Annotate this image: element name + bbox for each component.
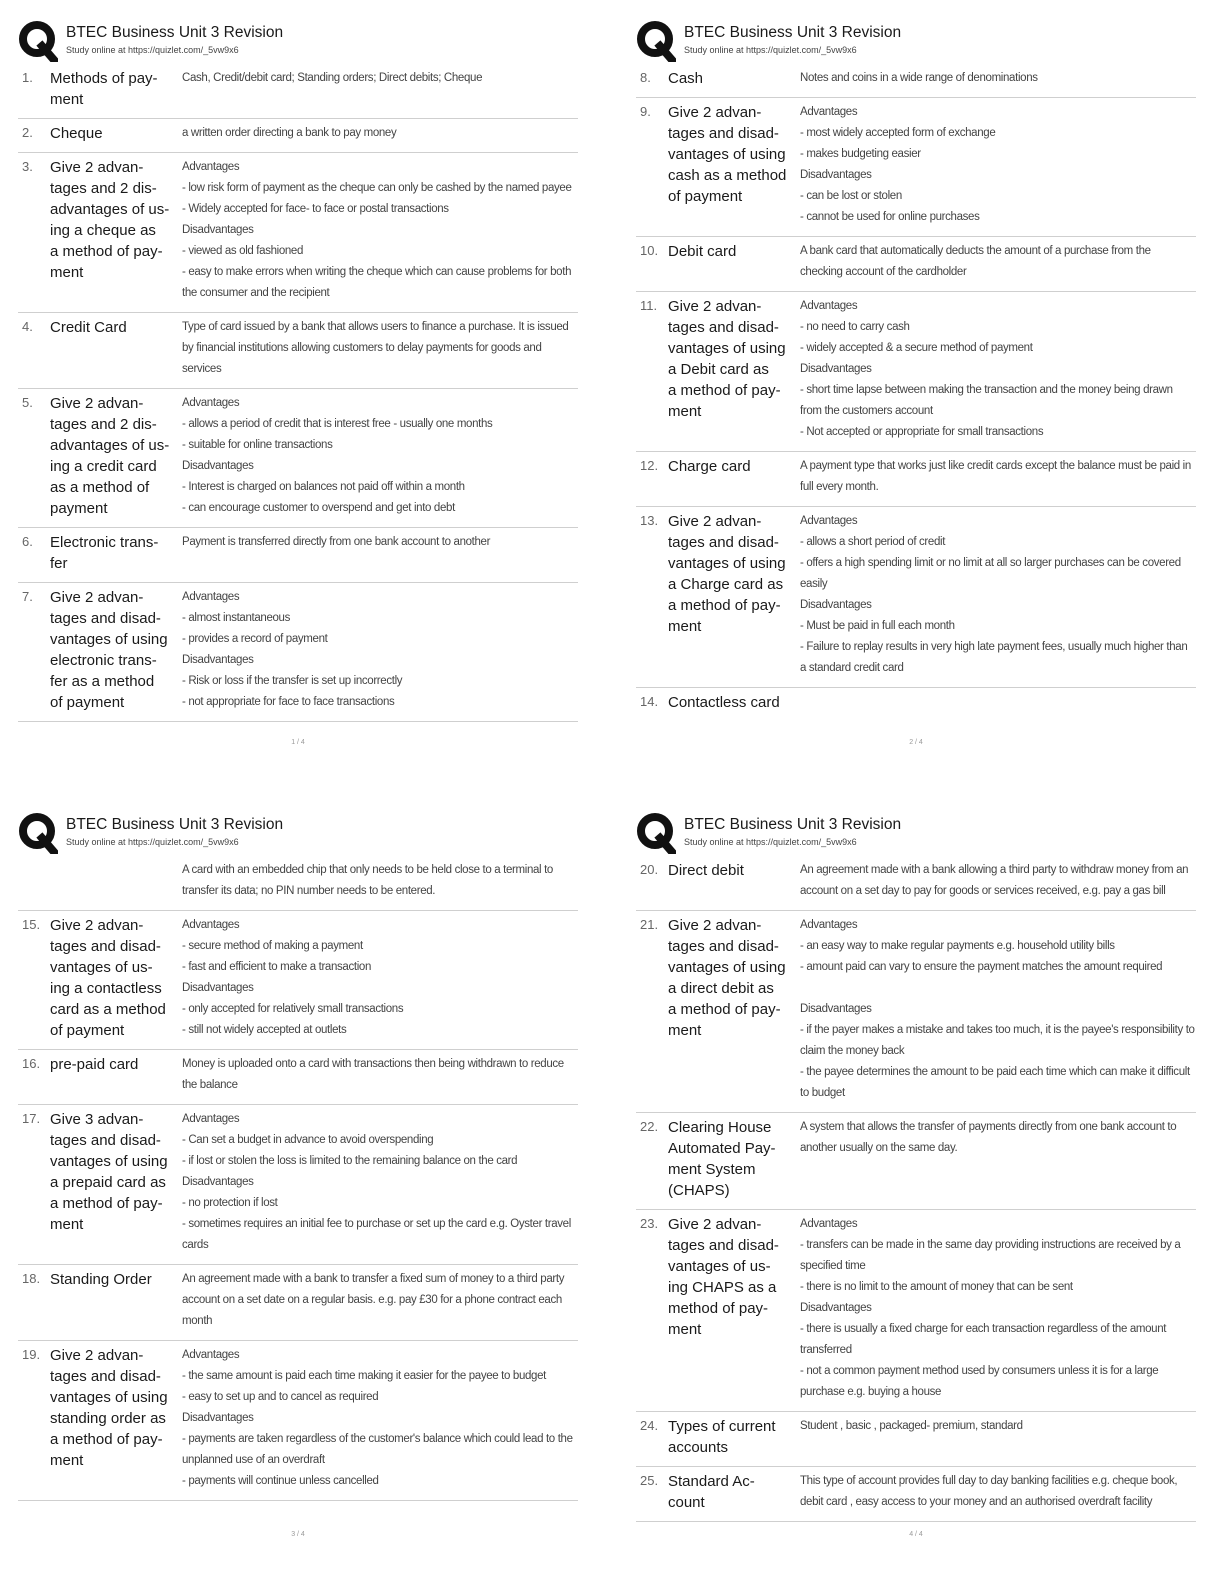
flashcard-page-4	[636, 804, 1196, 1574]
study-online-link[interactable]: Study online at https://quizlet.com/_5vw9x6	[66, 837, 239, 847]
card-number: 17.	[22, 1111, 41, 1126]
card-definition: Advantages - the same amount is paid each time making it easier for the payee to budget - easy to set up and to cancel as required Disadvantages - payments are taken regardless of the customer's balance which could lead to the unplanned use of an overdraft - payments will continue unless cancelled	[182, 1349, 573, 1487]
flashcard-page-2	[636, 12, 1196, 782]
card-term: Give 2 advan- tages and disad- vantages of using a direct debit as a method of pay- ment	[668, 917, 786, 1039]
card-definition: Advantages - almost instantaneous - provides a record of payment Disadvantages - Risk or loss if the transfer is set up incorrectly - not appropriate for face to face transactions	[182, 591, 403, 708]
card-term: Contactless card	[668, 694, 780, 711]
page-header	[636, 12, 1196, 64]
card-number: 19.	[22, 1347, 41, 1362]
card-number: 10.	[640, 243, 659, 258]
page-header	[636, 804, 1196, 856]
card-definition	[800, 692, 1196, 713]
card-number: 15.	[22, 917, 41, 932]
card-definition: Student , basic , packaged- premium, standard	[800, 1420, 1023, 1432]
card-number: 2.	[22, 125, 33, 140]
page-title: BTEC Business Unit 3 Revision	[66, 816, 284, 833]
card-definition: Advantages - low risk form of payment as the cheque can only be cashed by the named payee - Widely accepted for face- to face or postal transactions Disadvantages - viewed as old fashioned - easy to make errors when writing the cheque which can cause problems for both the consumer and the recipient	[182, 161, 572, 299]
card-definition: Advantages - allows a period of credit that is interest free - usually one months - suitable for online transactions Disadvantages - Interest is charged on balances not paid off within a month - can encourage customer to overspend and get into debt	[182, 397, 493, 514]
flashcard-row	[636, 856, 1196, 911]
card-number: 13.	[640, 513, 659, 528]
card-term	[50, 860, 182, 902]
flashcard-row	[636, 292, 1196, 452]
card-definition: Money is uploaded onto a card with transactions then being withdrawn to reduce the balance	[182, 1058, 564, 1091]
card-definition: An agreement made with a bank to transfer a fixed sum of money to a third party account on a set date on a regular basis. e.g. pay £30 for a phone contract each month	[182, 1273, 565, 1327]
card-number: 5.	[22, 395, 33, 410]
card-number: 20.	[640, 862, 659, 877]
card-term: Give 2 advan- tages and 2 dis- advantages of us- ing a cheque as a method of pay- ment	[50, 159, 170, 281]
flashcard-row	[18, 528, 578, 583]
card-definition: Advantages - Can set a budget in advance to avoid overspending - if lost or stolen the loss is limited to the remaining balance on the card Disadvantages - no protection if lost - sometimes requires an initial fee to purchase or set up the card e.g. Oyster travel cards	[182, 1113, 571, 1251]
card-number: 16.	[22, 1056, 41, 1071]
flashcard-row	[636, 507, 1196, 688]
card-term: Give 3 advan- tages and disad- vantages of using a prepaid card as a method of pay- ment	[50, 1111, 168, 1233]
card-number	[18, 860, 50, 902]
flashcard-row	[18, 313, 578, 389]
card-definition: This type of account provides full day to day banking facilities e.g. cheque book, debit card , easy access to your money and an authorised overdraft facility	[800, 1475, 1178, 1508]
quizlet-logo-icon	[636, 812, 676, 854]
card-definition: A system that allows the transfer of payments directly from one bank account to another usually on the same day.	[800, 1121, 1177, 1154]
card-definition: Advantages - no need to carry cash - widely accepted & a secure method of payment Disadvantages - short time lapse between making the transaction and the money being drawn from the customers account - Not accepted or appropriate for small transactions	[800, 300, 1173, 438]
study-online-link[interactable]: Study online at https://quizlet.com/_5vw9x6	[684, 837, 857, 847]
card-definition: Advantages - allows a short period of credit - offers a high spending limit or no limit at all so larger purchases can be covered easily Disadvantages - Must be paid in full each month - Failure to replay results in very high late payment fees, usually much higher than a standard credit card	[800, 515, 1188, 674]
card-number: 22.	[640, 1119, 659, 1134]
flashcard-row	[636, 1210, 1196, 1412]
card-term: Credit Card	[50, 319, 127, 336]
card-term: Give 2 advan- tages and disad- vantages of using electronic trans- fer as a method of payment	[50, 589, 168, 711]
quizlet-logo-icon	[18, 20, 58, 62]
card-term: Give 2 advan- tages and disad- vantages of us- ing CHAPS as a method of pay- ment	[668, 1216, 779, 1338]
flashcard-row	[636, 688, 1196, 721]
quizlet-logo-icon	[18, 812, 58, 854]
card-term: Standing Order	[50, 1271, 152, 1288]
card-number: 23.	[640, 1216, 659, 1231]
card-term: Give 2 advan- tages and 2 dis- advantages of us- ing a credit card as a method of payment	[50, 395, 170, 517]
page-title: BTEC Business Unit 3 Revision	[684, 816, 902, 833]
page-number: 2 / 4	[909, 739, 923, 746]
card-term: Give 2 advan- tages and disad- vantages of using a Debit card as a method of pay- ment	[668, 298, 786, 420]
study-online-link[interactable]: Study online at https://quizlet.com/_5vw9x6	[684, 45, 857, 55]
card-number: 12.	[640, 458, 659, 473]
card-term: Clearing House Automated Pay- ment System (CHAPS)	[668, 1119, 776, 1199]
flashcard-row	[18, 1341, 578, 1501]
flashcard-list	[18, 64, 578, 722]
card-term: Methods of pay- ment	[50, 70, 158, 108]
flashcard-row	[636, 98, 1196, 237]
card-number: 1.	[22, 70, 33, 85]
card-number: 21.	[640, 917, 659, 932]
flashcard-row	[636, 1467, 1196, 1522]
flashcard-list	[636, 64, 1196, 721]
card-term: Give 2 advan- tages and disad- vantages of using a Charge card as a method of pay- ment	[668, 513, 786, 635]
card-number: 4.	[22, 319, 33, 334]
flashcard-list	[18, 856, 578, 1501]
card-number: 9.	[640, 104, 651, 119]
flashcard-row	[636, 64, 1196, 98]
flashcard-row	[18, 856, 578, 911]
flashcard-row	[636, 1412, 1196, 1467]
card-definition: Advantages - transfers can be made in the same day providing instructions are received by a specified time - there is no limit to the amount of money that can be sent Disadvantages - there is usually a fixed charge for each transaction regardless of the amount transferred - not a common payment method used by consumers unless it is for a large purchase e.g. buying a house	[800, 1218, 1181, 1398]
flashcard-row	[18, 389, 578, 528]
page-header	[18, 804, 578, 856]
flashcard-row	[18, 153, 578, 313]
card-definition: a written order directing a bank to pay money	[182, 127, 397, 139]
card-definition: An agreement made with a bank allowing a third party to withdraw money from an account on a set day to pay for goods or services received, e.g. pay a gas bill	[800, 864, 1189, 897]
card-number: 25.	[640, 1473, 659, 1488]
page-title: BTEC Business Unit 3 Revision	[66, 24, 284, 41]
flashcard-row	[18, 1105, 578, 1265]
flashcard-row	[636, 911, 1196, 1113]
card-number: 24.	[640, 1418, 659, 1433]
card-term: Electronic trans- fer	[50, 534, 159, 572]
card-definition: A bank card that automatically deducts the amount of a purchase from the checking account of the cardholder	[800, 245, 1151, 278]
page-title: BTEC Business Unit 3 Revision	[684, 24, 902, 41]
card-definition: Payment is transferred directly from one bank account to another	[182, 536, 491, 548]
card-term: Give 2 advan- tages and disad- vantages of using standing order as a method of pay- ment	[50, 1347, 168, 1469]
card-term: Cheque	[50, 125, 103, 142]
card-definition: A card with an embedded chip that only needs to be held close to a terminal to transfer its data; no PIN number needs to be entered.	[182, 864, 553, 897]
page-header	[18, 12, 578, 64]
page-number: 3 / 4	[291, 1531, 305, 1538]
flashcard-row	[18, 583, 578, 722]
card-term: Charge card	[668, 458, 751, 475]
flashcard-row	[636, 237, 1196, 292]
card-definition: Advantages - most widely accepted form of exchange - makes budgeting easier Disadvantages - can be lost or stolen - cannot be used for online purchases	[800, 106, 996, 223]
card-term: Standard Ac- count	[668, 1473, 755, 1511]
flashcard-row	[636, 452, 1196, 507]
card-number: 18.	[22, 1271, 41, 1286]
flashcard-page-3	[18, 804, 578, 1574]
flashcard-row	[18, 1265, 578, 1341]
card-number: 6.	[22, 534, 33, 549]
card-number: 3.	[22, 159, 33, 174]
flashcard-page-1	[18, 12, 578, 782]
card-definition: Cash, Credit/debit card; Standing orders; Direct debits; Cheque	[182, 72, 483, 84]
card-definition: Type of card issued by a bank that allows users to finance a purchase. It is issued by financial institutions allowing customers to delay payments for goods and services	[182, 321, 569, 375]
card-definition: Notes and coins in a wide range of denominations	[800, 72, 1038, 84]
card-number: 8.	[640, 70, 651, 85]
flashcard-row	[18, 911, 578, 1050]
card-number: 11.	[640, 298, 658, 313]
flashcard-list	[636, 856, 1196, 1522]
card-definition: Advantages - secure method of making a payment - fast and efficient to make a transaction Disadvantages - only accepted for relatively small transactions - still not widely accepted at outlets	[182, 919, 404, 1036]
card-term: Give 2 advan- tages and disad- vantages of using cash as a method of payment	[668, 104, 787, 205]
card-number: 7.	[22, 589, 33, 604]
flashcard-row	[18, 119, 578, 153]
card-term: Types of current accounts	[668, 1418, 776, 1456]
card-term: Give 2 advan- tages and disad- vantages of us- ing a contactless card as a method of payment	[50, 917, 166, 1039]
page-number: 1 / 4	[291, 739, 305, 746]
card-term: Debit card	[668, 243, 737, 260]
page-number: 4 / 4	[909, 1531, 923, 1538]
flashcard-row	[18, 1050, 578, 1105]
card-term: Cash	[668, 70, 704, 87]
card-definition: A payment type that works just like credit cards except the balance must be paid in full every month.	[800, 460, 1191, 493]
card-term: pre-paid card	[50, 1056, 139, 1073]
card-definition: Advantages - an easy way to make regular payments e.g. household utility bills - amount paid can vary to ensure the payment matches the amount required Disadvantages - if the payer makes a mistake and takes too much, it is the payee's responsibility to claim the money back - the payee determines the amount to be paid each time which can make it difficult to budget	[800, 919, 1195, 1099]
study-online-link[interactable]: Study online at https://quizlet.com/_5vw9x6	[66, 45, 239, 55]
quizlet-logo-icon	[636, 20, 676, 62]
card-term: Direct debit	[668, 862, 744, 879]
flashcard-row	[636, 1113, 1196, 1210]
card-number: 14.	[640, 694, 659, 709]
flashcard-row	[18, 64, 578, 119]
